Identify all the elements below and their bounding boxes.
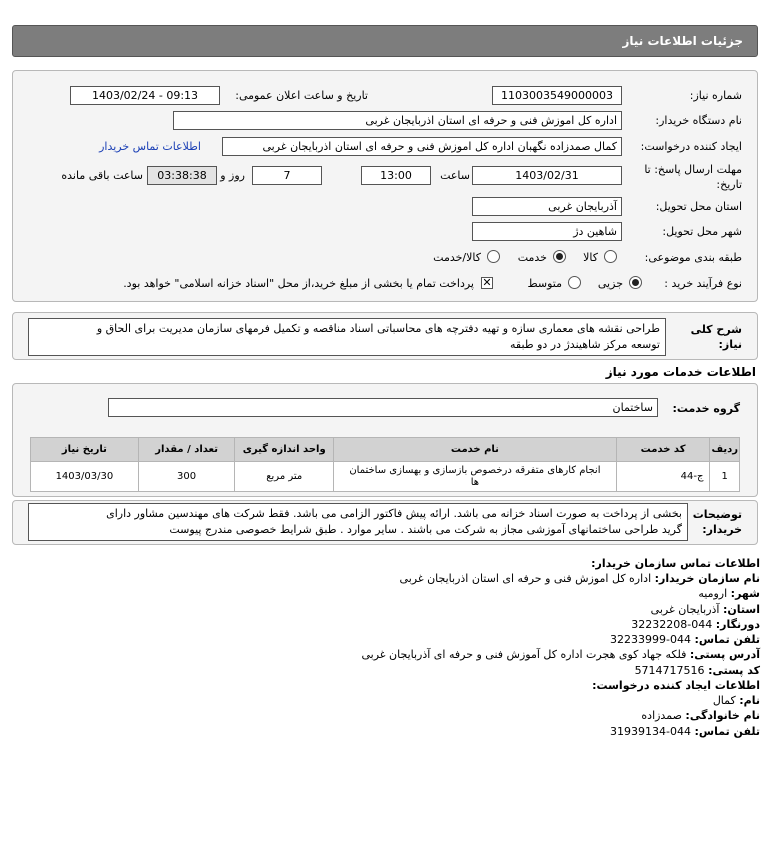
cell-name-line2: ها — [470, 476, 480, 488]
contact-org: نام سازمان خریدار: اداره کل اموزش فنی و حرفه ای استان اذربایجان غربی — [399, 572, 760, 585]
cell-code: ج-44 — [616, 462, 710, 492]
summary-text-line1: طراحی نقشه های معماری سازه و تهیه دفترچه های محاسباتی اسناد مناقصه و تکمیل فرمهای سازمان مدیریت برای الحاق و — [96, 322, 660, 335]
contact-postal: کد پستی: 5714717516 — [634, 664, 760, 677]
category-radio-service[interactable] — [553, 250, 566, 263]
creator-field: کمال صمدزاده نگهبان اداره کل اموزش فنی و حرفه ای استان اذربایجان غربی — [222, 137, 622, 156]
process-radio-medium[interactable] — [568, 276, 581, 289]
creator-info-title: اطلاعات ایجاد کننده درخواست: — [592, 679, 760, 692]
summary-label: شرح کلی — [690, 323, 742, 336]
buyer-field: اداره کل اموزش فنی و حرفه ای استان اذربایجان غربی — [173, 111, 622, 130]
remaining-label: ساعت باقی مانده — [61, 169, 143, 182]
col-header-row: ردیف — [710, 438, 740, 462]
category-radio-goods[interactable] — [604, 250, 617, 263]
col-header-qty: تعداد / مقدار — [138, 438, 235, 462]
summary-text-line2: توسعه مرکز شاهیندژ در دو طبقه — [510, 338, 660, 351]
col-header-name: نام خدمت — [334, 438, 617, 462]
treasury-checkbox[interactable]: ✕ — [482, 276, 492, 289]
process-radio-minor[interactable] — [629, 276, 642, 289]
category-option-goods-service: کالا/خدمت — [433, 251, 481, 264]
category-label: طبقه بندی موضوعی: — [644, 251, 742, 264]
announce-label: تاریخ و ساعت اعلان عمومی: — [235, 89, 368, 102]
city-label: شهر محل تحویل: — [662, 225, 742, 238]
buyer-notes-label-2: خریدار: — [702, 523, 742, 536]
contact-address: آدرس پستی: فلکه جهاد کوی هجرت اداره کل آموزش فنی و حرفه ای آذربایجان غربی — [361, 648, 760, 661]
creator-name: نام: کمال — [712, 694, 760, 707]
buyer-notes-line2: گرید طراحی ساختمانهای آموزشی مجاز به شرکت می باشند . سایر موارد . طبق شرایط خصوصی مندرج پیوست — [169, 523, 682, 536]
services-table — [30, 437, 740, 492]
process-option-medium: متوسط — [527, 277, 562, 290]
cell-qty: 300 — [138, 462, 235, 492]
table-header-row — [31, 438, 740, 462]
category-option-goods: کالا — [583, 251, 598, 264]
services-section-title: اطلاعات خدمات مورد نیاز — [605, 365, 756, 379]
page-title: جزئیات اطلاعات نیاز — [622, 34, 743, 48]
cell-date: 1403/03/30 — [31, 462, 139, 492]
deadline-label-2: تاریخ: — [716, 178, 742, 191]
need-number-label: شماره نیاز: — [689, 89, 742, 102]
deadline-time-field: 13:00 — [361, 166, 431, 185]
days-label: روز و — [220, 169, 245, 182]
category-radio-goods-service[interactable] — [487, 250, 500, 263]
buyer-notes-label: توضیحات — [692, 508, 742, 521]
province-field: آذربایجان غربی — [472, 197, 622, 216]
contact-fax: دورنگار: 044-32232208 — [631, 618, 760, 631]
cell-unit: متر مربع — [235, 462, 334, 492]
buyer-notes-box — [28, 503, 688, 541]
cell-name-line1: انجام کارهای متفرقه درخصوص بازسازی و بهسازی ساختمان — [349, 464, 601, 476]
creator-phone: تلفن تماس: 044-31939134 — [610, 725, 760, 738]
creator-label: ایجاد کننده درخواست: — [640, 140, 742, 153]
contact-phone: تلفن تماس: 044-32233999 — [610, 633, 760, 646]
cell-name — [334, 462, 617, 492]
province-label: استان محل تحویل: — [655, 200, 742, 213]
creator-family: نام خانوادگی: صمدزاده — [641, 709, 760, 722]
buyer-label: نام دستگاه خریدار: — [655, 114, 742, 127]
col-header-date: تاریخ نیاز — [31, 438, 139, 462]
contact-city: شهر: ارومیه — [698, 587, 760, 600]
days-field: 7 — [252, 166, 322, 185]
process-label: نوع فرآیند خرید : — [664, 277, 742, 290]
cell-row: 1 — [710, 462, 740, 492]
buyer-notes-line1: بخشی از پرداخت به صورت اسناد خزانه می باشد. ارائه پیش فاکتور الزامی می باشد. فقط شرکت های مهندسین مشاور دارای — [106, 507, 682, 520]
page-header — [12, 25, 758, 57]
deadline-label: مهلت ارسال پاسخ: تا — [644, 163, 742, 176]
contact-title: اطلاعات تماس سازمان خریدار: — [591, 557, 760, 570]
process-note: پرداخت تمام یا بخشی از مبلغ خرید،از محل "اسناد خزانه اسلامی" خواهد بود. — [123, 277, 474, 290]
service-group-field: ساختمان — [108, 398, 658, 417]
remaining-time-field: 03:38:38 — [147, 166, 217, 185]
service-group-label: گروه خدمت: — [672, 402, 740, 415]
process-option-minor: جزیی — [597, 277, 623, 290]
announce-field: 1403/02/24 - 09:13 — [70, 86, 220, 105]
col-header-unit: واحد اندازه گیری — [235, 438, 334, 462]
buyer-contact-link[interactable]: اطلاعات تماس خریدار — [99, 140, 201, 153]
deadline-date-field: 1403/02/31 — [472, 166, 622, 185]
summary-label-2: نیاز: — [718, 338, 742, 351]
city-field: شاهین دژ — [472, 222, 622, 241]
category-option-service: خدمت — [517, 251, 547, 264]
col-header-code: کد خدمت — [616, 438, 710, 462]
need-number-field: 1103003549000003 — [492, 86, 622, 105]
contact-province: استان: آذربایجان غربی — [650, 603, 760, 616]
deadline-time-label: ساعت — [440, 169, 470, 182]
summary-text-box — [28, 318, 666, 356]
table-row — [31, 462, 740, 492]
